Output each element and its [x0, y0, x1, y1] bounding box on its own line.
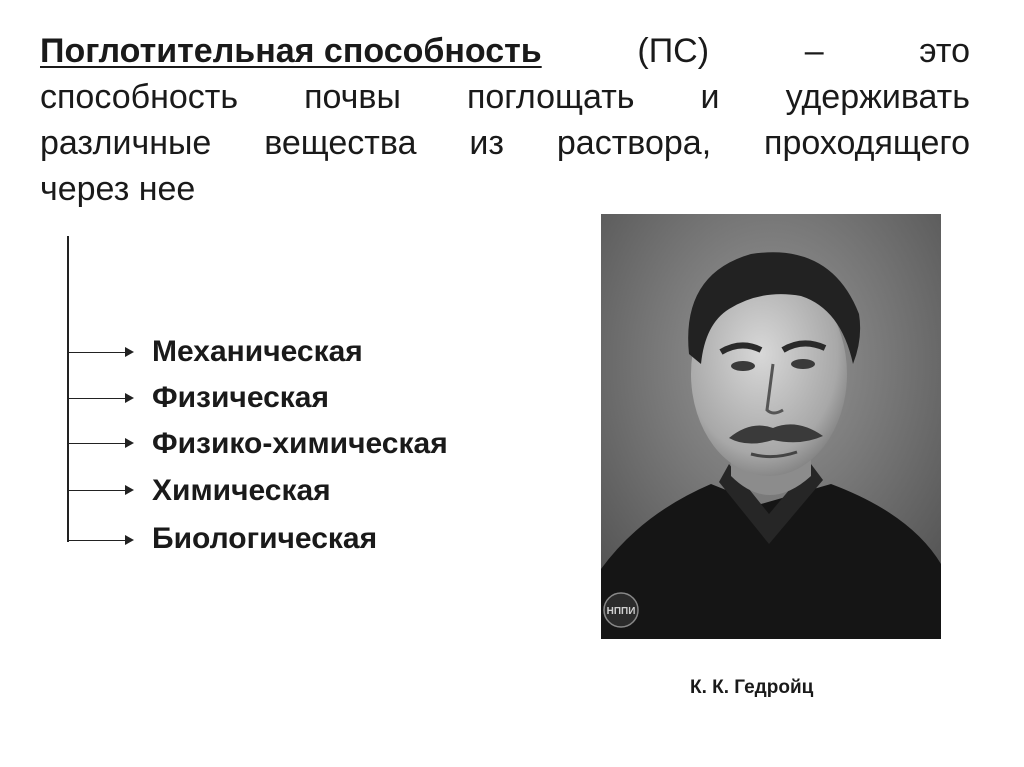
arrow-icon	[68, 540, 126, 541]
portrait-photo	[601, 214, 941, 639]
arrow-icon	[68, 443, 126, 444]
definition-word: из	[469, 124, 504, 162]
definition-word: почвы	[304, 78, 401, 116]
arrow-icon	[68, 352, 126, 353]
stamp-logo-icon	[604, 593, 638, 627]
definition-word: –	[804, 32, 824, 70]
definition-word: это	[919, 32, 970, 70]
arrow-icon	[68, 398, 126, 399]
definition-word: удерживать	[785, 78, 970, 116]
definition-text	[40, 28, 970, 212]
tree-trunk-line	[67, 236, 69, 542]
definition-word: (ПС)	[637, 32, 710, 70]
definition-word: раствора,	[556, 124, 712, 162]
type-physical: Физическая	[152, 381, 329, 414]
definition-line-4	[40, 166, 970, 212]
definition-word: поглощать	[466, 78, 635, 116]
stamp-text: НППИ	[606, 606, 636, 617]
type-mechanical: Механическая	[152, 335, 363, 368]
arrow-icon	[68, 490, 126, 491]
definition-word: проходящего	[764, 124, 970, 162]
definition-line-1	[40, 28, 970, 74]
definition-word: вещества	[264, 124, 417, 162]
type-physicochemical: Физико-химическая	[152, 427, 448, 460]
definition-word: различные	[40, 124, 212, 162]
portrait-caption: К. К. Гедройц	[690, 677, 814, 698]
portrait-illustration	[601, 214, 941, 639]
type-chemical: Химическая	[152, 474, 331, 507]
definition-line-2	[40, 74, 970, 120]
type-biological: Биологическая	[152, 522, 378, 555]
definition-word: через нее	[40, 170, 196, 208]
term-heading: Поглотительная способность	[40, 32, 542, 70]
definition-word: способность	[40, 78, 239, 116]
definition-word: и	[700, 78, 720, 116]
definition-line-3	[40, 120, 970, 166]
